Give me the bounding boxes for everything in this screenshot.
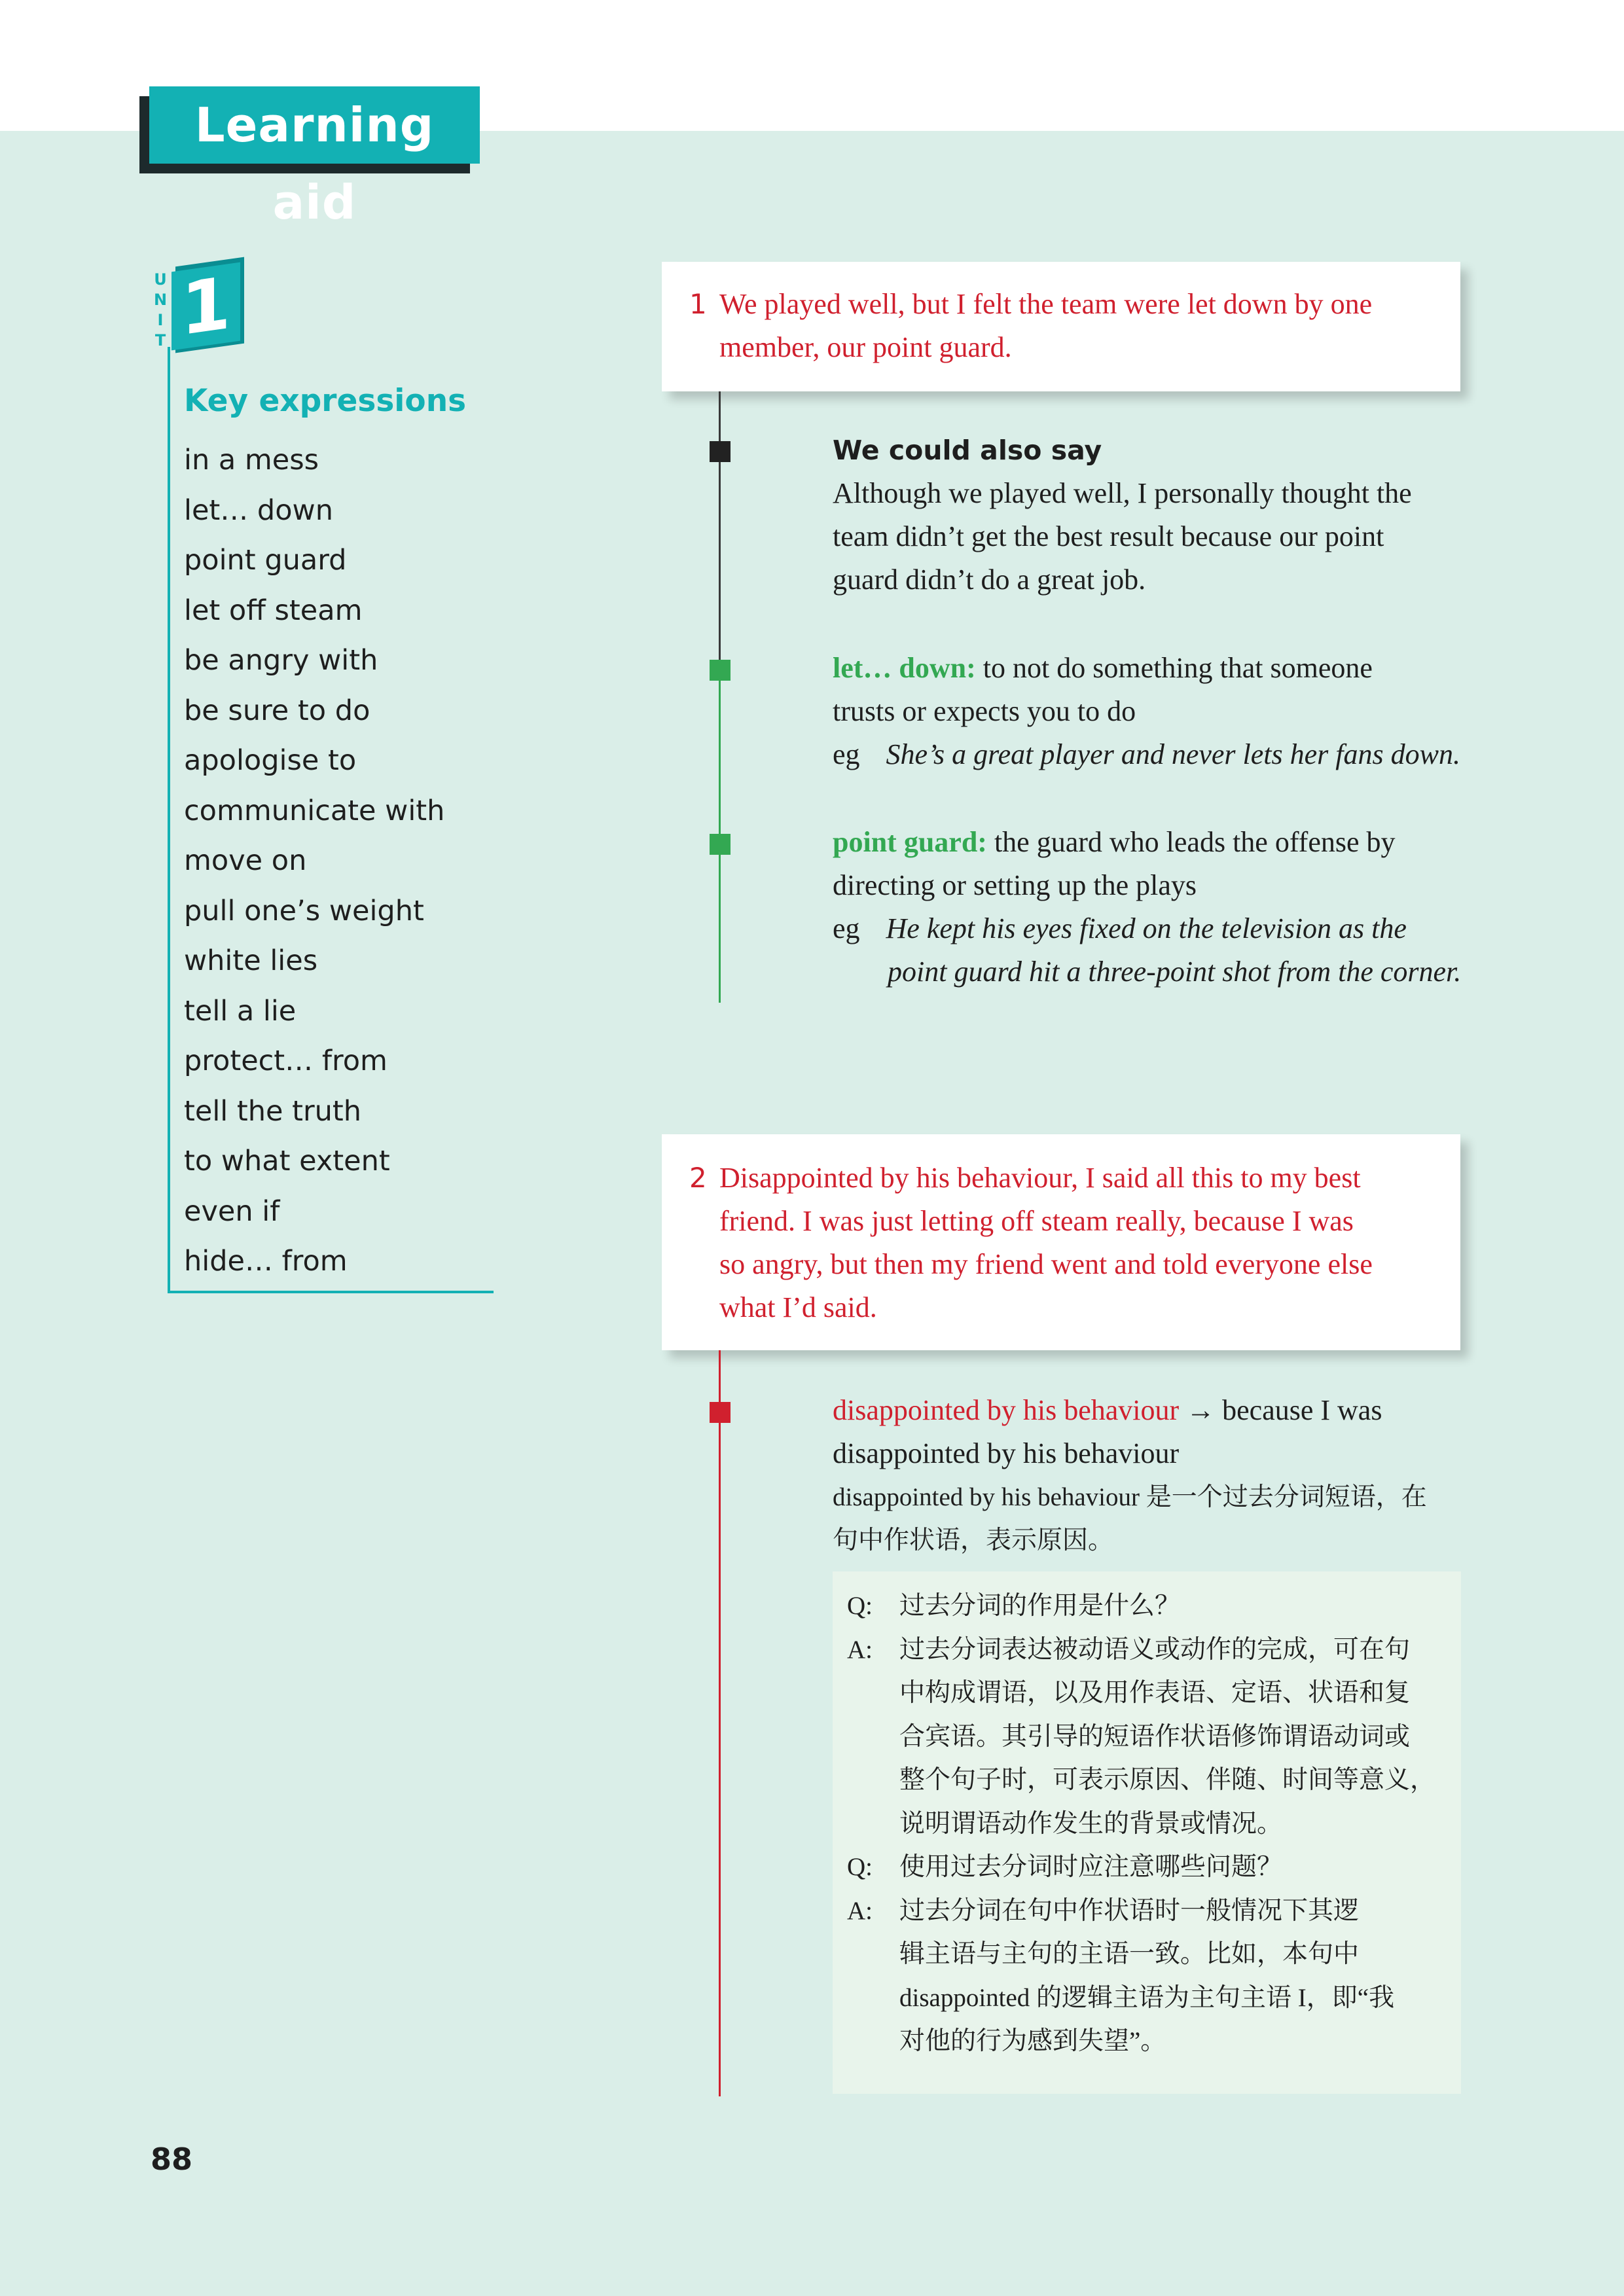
qa-question [847,1846,1448,1890]
sentence-card-1 [662,262,1460,391]
key-expression-item: protect… from [184,1045,388,1077]
chinese-note-line: 句中作状语，表示原因。 [833,1526,1114,1554]
rewrite-text: disappointed by his behaviour [833,1437,1180,1469]
qa-box [833,1571,1461,2094]
definition-text: directing or setting up the plays [833,869,1197,901]
qa-question [847,1585,1448,1628]
chinese-note [833,1476,1461,1562]
note-marker [710,660,731,681]
unit-number: 1 [171,262,240,351]
key-expression-item: move on [184,844,307,877]
qa-line: 过去分词的作用是什么？ [899,1592,1181,1620]
sentence-line: what I’d said. [719,1291,877,1323]
sentence-card-2 [662,1134,1460,1350]
qa-answer [847,1890,1448,2064]
sentence-line: so angry, but then my friend went and told everyone else [719,1248,1373,1280]
qa-line: 说明谓语动作发生的背景或情况。 [899,1809,1283,1838]
example-label: eg [833,912,860,944]
qa-line: 过去分词在句中作状语时一般情况下其逻 [899,1896,1360,1925]
key-expression-item: tell the truth [184,1094,362,1128]
definition-text: trusts or expects you to do [833,695,1136,727]
note-marker [710,834,731,855]
qa-line: 对他的行为感到失望”。 [899,2027,1166,2055]
unit-letter: U [154,270,167,289]
note-line: team didn’t get the best result because our point [833,520,1384,552]
sentence-number: 1 [689,288,707,320]
qa-line: 合宾语。其引导的短语作状语修饰谓语动词或 [899,1722,1411,1751]
key-expression-item: pull one’s weight [184,894,424,927]
definition-point-guard [833,821,1474,994]
unit-letter: I [157,311,164,329]
sentence-line: member, our point guard. [719,331,1012,363]
definition-text: to not do something that someone [975,652,1373,684]
qa-label: A: [847,1896,873,1925]
arrow: → [1179,1394,1223,1426]
definition-let-down [833,647,1474,776]
key-expression-item: tell a lie [184,994,297,1028]
sentence-number: 2 [689,1162,707,1194]
qa-line: 整个句子时，可表示原因、伴随、时间等意义， [899,1766,1436,1794]
unit-letter: T [154,331,166,350]
key-expression-item: apologise to [184,744,357,777]
note-line: guard didn’t do a great job. [833,564,1146,596]
key-expression-item: in a mess [184,444,319,476]
unit-letter: N [153,291,168,309]
key-expression-item: hide… from [184,1245,348,1278]
learning-aid-badge: Learning aid [149,86,480,164]
sentence-text [719,1157,1434,1329]
sentence-text [719,283,1434,369]
key-expression-item: be sure to do [184,694,370,727]
rewrite-note [833,1389,1474,1475]
chinese-note-line: disappointed by his behaviour 是一个过去分词短语，在 [833,1483,1427,1511]
page-number: 88 [151,2142,193,2177]
qa-line: 过去分词表达被动语义或动作的完成，可在句 [899,1635,1411,1664]
key-phrase: disappointed by his behaviour [833,1394,1180,1426]
example-sentence: He kept his eyes fixed on the television as the [886,912,1407,944]
qa-label: Q: [847,1853,873,1881]
key-expression-item: point guard [184,544,347,577]
timeline-line-red [719,1350,721,2096]
alternative-phrasing-note [833,429,1474,601]
qa-answer [847,1628,1448,1846]
key-expressions-title: Key expressions [184,383,467,419]
key-expression-item: to what extent [184,1145,390,1177]
rewrite-text: because I was [1222,1394,1382,1426]
key-expression-item: let… down [184,493,333,527]
sentence-line: Disappointed by his behaviour, I said all this to my best [719,1162,1361,1194]
note-line: Although we played well, I personally thought the [833,477,1412,509]
note-marker [710,1402,731,1423]
example-label: eg [833,738,860,770]
note-marker [710,441,731,462]
key-expression-item: be angry with [184,644,378,677]
definition-term: let… down: [833,652,976,684]
qa-line: 使用过去分词时应注意哪些问题？ [899,1853,1283,1881]
timeline-line-dark [719,391,721,666]
qa-label: Q: [847,1592,873,1620]
sentence-line: We played well, but I felt the team were let down by one [719,288,1373,320]
sentence-line: friend. I was just letting off steam really, because I was [719,1205,1354,1237]
qa-line: disappointed 的逻辑主语为主句主语 I，即“我 [899,1983,1395,2012]
qa-line: 辑主语与主句的主语一致。比如，本句中 [899,1940,1360,1968]
qa-label: A: [847,1635,873,1664]
example-sentence: She’s a great player and never lets her fans down. [886,738,1460,770]
qa-list [847,1585,1448,2064]
key-expression-item: even if [184,1194,280,1228]
note-heading: We could also say [833,435,1102,466]
key-expression-item: white lies [184,944,318,977]
example-sentence: point guard hit a three-point shot from the corner. [888,956,1462,988]
key-expression-item: let off steam [184,594,363,627]
unit-label [152,270,169,351]
key-expressions-list [184,435,444,1287]
definition-text: the guard who leads the offense by [986,826,1396,858]
key-expression-item: communicate with [184,794,445,827]
qa-line: 中构成谓语，以及用作表语、定语、状语和复 [899,1679,1411,1707]
definition-term: point guard: [833,826,987,858]
